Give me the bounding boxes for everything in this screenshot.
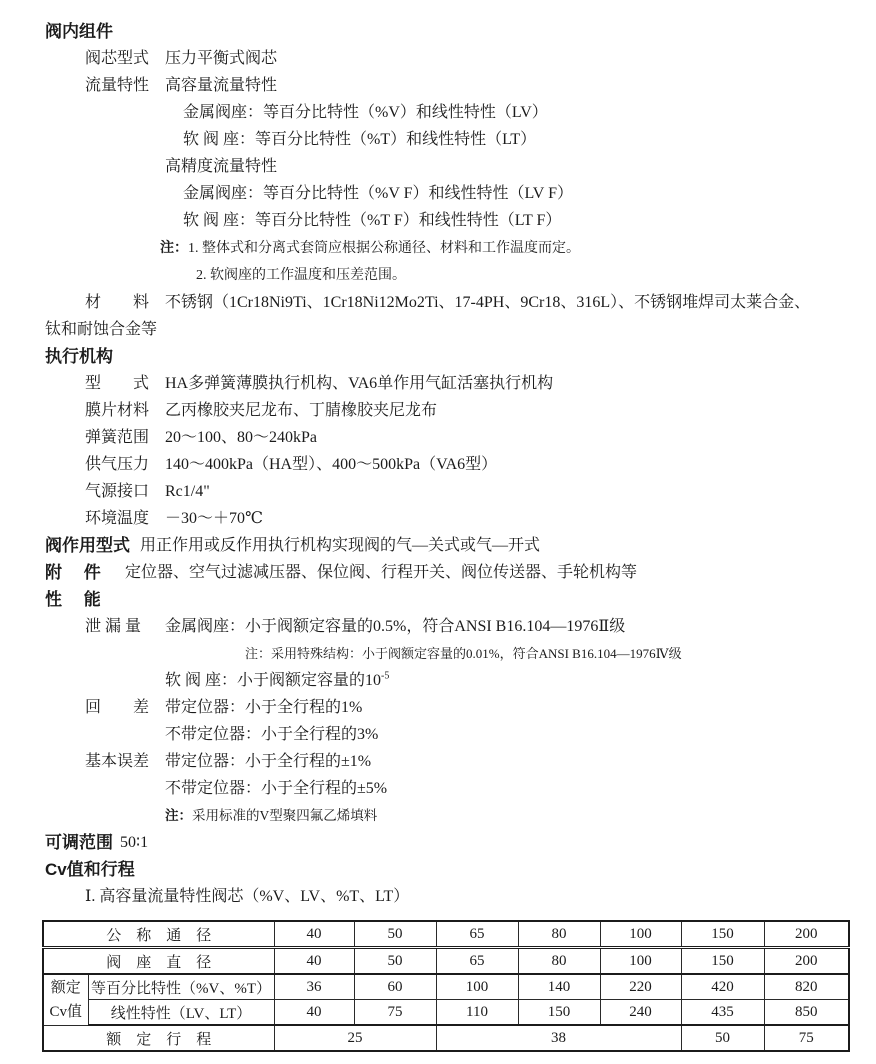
line-accessories [0,559,876,586]
line-valve-action-type [0,532,876,559]
actuator-type-label: 型 式 [85,375,150,392]
rangeability-value: 50∶1 [120,834,149,851]
table-cell: 50 [354,948,436,975]
core-type-value: 压力平衡式阀芯 [165,50,278,67]
table-row-equal-percentage [43,974,849,1000]
hysteresis-with-positioner: 带定位器：小于全行程的1% [165,699,363,716]
line-core-type [0,45,876,72]
row-header-rated-cv [43,974,88,1025]
line-hc-soft-seat: 软 阀 座：等百分比特性（%T）和线性特性（LT） [183,131,537,148]
core-type-label: 阀芯型式 [85,50,150,67]
section-title-cv-travel: Cv值和行程 [45,860,135,879]
valve-action-label: 阀作用型式 [45,536,130,555]
flow-value: 高容量流量特性 [165,77,278,94]
table-cell: 36 [274,974,354,1000]
spring-label: 弹簧范围 [85,429,150,446]
accessories-label: 附 件 [45,563,101,582]
table-row-rated-travel [43,1025,849,1051]
line-leakage [0,613,876,640]
section-title-performance: 性 能 [45,590,101,609]
line-rangeability [0,829,876,856]
table-cell: 75 [354,1000,436,1026]
material-label: 材 料 [85,294,150,311]
table-cell: 100 [436,974,518,1000]
line-hysteresis [0,694,876,721]
row-header-equal-percentage: 等百分比特性（%V、%T） [88,974,274,1000]
table-cell: 435 [681,1000,764,1026]
row-header-seat-diameter: 阀 座 直 径 [43,948,274,975]
leakage-metal-value: 金属阀座：小于阀额定容量的0.5%，符合ANSI B16.104—1976Ⅱ级 [165,618,626,635]
table-cell: 100 [600,948,681,975]
table-cell: 240 [600,1000,681,1026]
basic-error-with-positioner: 带定位器：小于全行程的±1% [165,753,372,770]
table-cell: 200 [764,948,849,975]
line-material [0,289,876,316]
diaphragm-label: 膜片材料 [85,402,150,419]
note-text-1: 1. 整体式和分离式套筒应根据公称通径、材料和工作温度而定。 [188,241,580,256]
table-cell: 65 [436,948,518,975]
line-trim-note-2: 2. 软阀座的工作温度和压差范围。 [196,268,406,283]
rated-cv-label-bottom: Cv值 [49,1003,82,1020]
cv-spec-table [42,920,850,1052]
table-cell: 40 [274,948,354,975]
table-cell: 150 [681,921,764,948]
table-cell: 850 [764,1000,849,1026]
table-cell: 220 [600,974,681,1000]
rated-cv-label-top: 额定 [50,979,81,996]
line-supply-pressure [0,451,876,478]
line-hp-soft-seat: 软 阀 座：等百分比特性（%T F）和线性特性（LT F） [183,212,562,229]
line-ambient-temperature [0,505,876,532]
line-air-port [0,478,876,505]
flow-label: 流量特性 [85,77,150,94]
note-label: 注： [160,239,188,255]
section-title-valve-trim: 阀内组件 [45,22,113,41]
table-cell: 65 [436,921,518,948]
line-flow-characteristic [0,72,876,99]
line-material-continuation: 钛和耐蚀合金等 [45,321,158,338]
table-cell: 40 [274,921,354,948]
table-row-linear [43,1000,849,1026]
line-cv-subtitle: Ⅰ. 高容量流量特性阀芯（%V、LV、%T、LT） [85,888,410,905]
hysteresis-label: 回 差 [85,699,150,716]
row-header-rated-travel: 额 定 行 程 [43,1025,274,1051]
table-cell: 200 [764,921,849,948]
spring-value: 20～100、80～240kPa [165,429,318,446]
table-cell: 820 [764,974,849,1000]
line-basic-error-without: 不带定位器：小于全行程的±5% [165,780,388,797]
actuator-type-value: HA多弹簧薄膜执行机构、VA6单作用气缸活塞执行机构 [165,375,554,392]
table-cell: 75 [764,1025,849,1051]
leakage-soft-exponent: -5 [381,670,390,682]
table-cell: 150 [681,948,764,975]
table-cell: 100 [600,921,681,948]
row-header-nominal-diameter: 公 称 通 径 [43,921,274,948]
line-spring-range [0,424,876,451]
supply-label: 供气压力 [85,456,150,473]
line-leakage-note: 注：采用特殊结构：小于阀额定容量的0.01%，符合ANSI B16.104—1976Ⅳ级 [245,646,682,661]
ambient-value: －30～＋70℃ [165,510,263,527]
air-port-label: 气源接口 [85,483,150,500]
leakage-soft-value: 软 阀 座：小于阀额定容量的10 [165,672,382,689]
table-cell: 40 [274,1000,354,1026]
table-cell: 150 [518,1000,600,1026]
valve-action-value: 用正作用或反作用执行机构实现阀的气—关式或气—开式 [140,537,541,554]
accessories-value: 定位器、空气过滤减压器、保位阀、行程开关、阀位传送器、手轮机构等 [125,564,638,581]
table-cell: 140 [518,974,600,1000]
row-header-linear: 线性特性（LV、LT） [88,1000,274,1026]
line-hp-flow-title: 高精度流量特性 [165,158,278,175]
ambient-label: 环境温度 [85,510,150,527]
diaphragm-value: 乙丙橡胶夹尼龙布、丁腈橡胶夹尼龙布 [165,402,438,419]
table-row-nominal-diameter [43,921,849,948]
line-performance-note [0,802,876,829]
table-cell: 80 [518,948,600,975]
line-diaphragm-material [0,397,876,424]
line-hc-metal-seat: 金属阀座：等百分比特性（%V）和线性特性（LV） [183,104,548,121]
table-cell: 60 [354,974,436,1000]
performance-note-text: 采用标准的V型聚四氟乙烯填料 [192,808,378,823]
section-title-actuator: 执行机构 [45,347,113,366]
table-row-seat-diameter [43,948,849,975]
leakage-label: 泄 漏 量 [85,618,142,635]
line-hp-metal-seat: 金属阀座：等百分比特性（%V F）和线性特性（LV F） [183,185,573,202]
rangeability-label: 可调范围 [45,833,113,852]
line-hysteresis-without: 不带定位器：小于全行程的3% [165,726,379,743]
line-basic-error [0,748,876,775]
line-trim-note-1 [0,234,876,262]
supply-value: 140～400kPa（HA型）、400～500kPa（VA6型） [165,456,498,473]
performance-note-label: 注： [165,808,192,823]
material-value: 不锈钢（1Cr18Ni9Ti、1Cr18Ni12Mo2Ti、17-4PH、9Cr18、316L）、不锈钢堆焊司太莱合金、 [165,294,811,311]
table-cell: 50 [681,1025,764,1051]
table-cell: 38 [436,1025,681,1051]
line-leakage-soft-seat [0,667,876,694]
table-cell: 25 [274,1025,436,1051]
table-cell: 110 [436,1000,518,1026]
table-cell: 420 [681,974,764,1000]
basic-error-label: 基本误差 [85,753,150,770]
table-cell: 50 [354,921,436,948]
air-port-value: Rc1/4" [165,483,210,500]
line-actuator-type [0,370,876,397]
table-cell: 80 [518,921,600,948]
